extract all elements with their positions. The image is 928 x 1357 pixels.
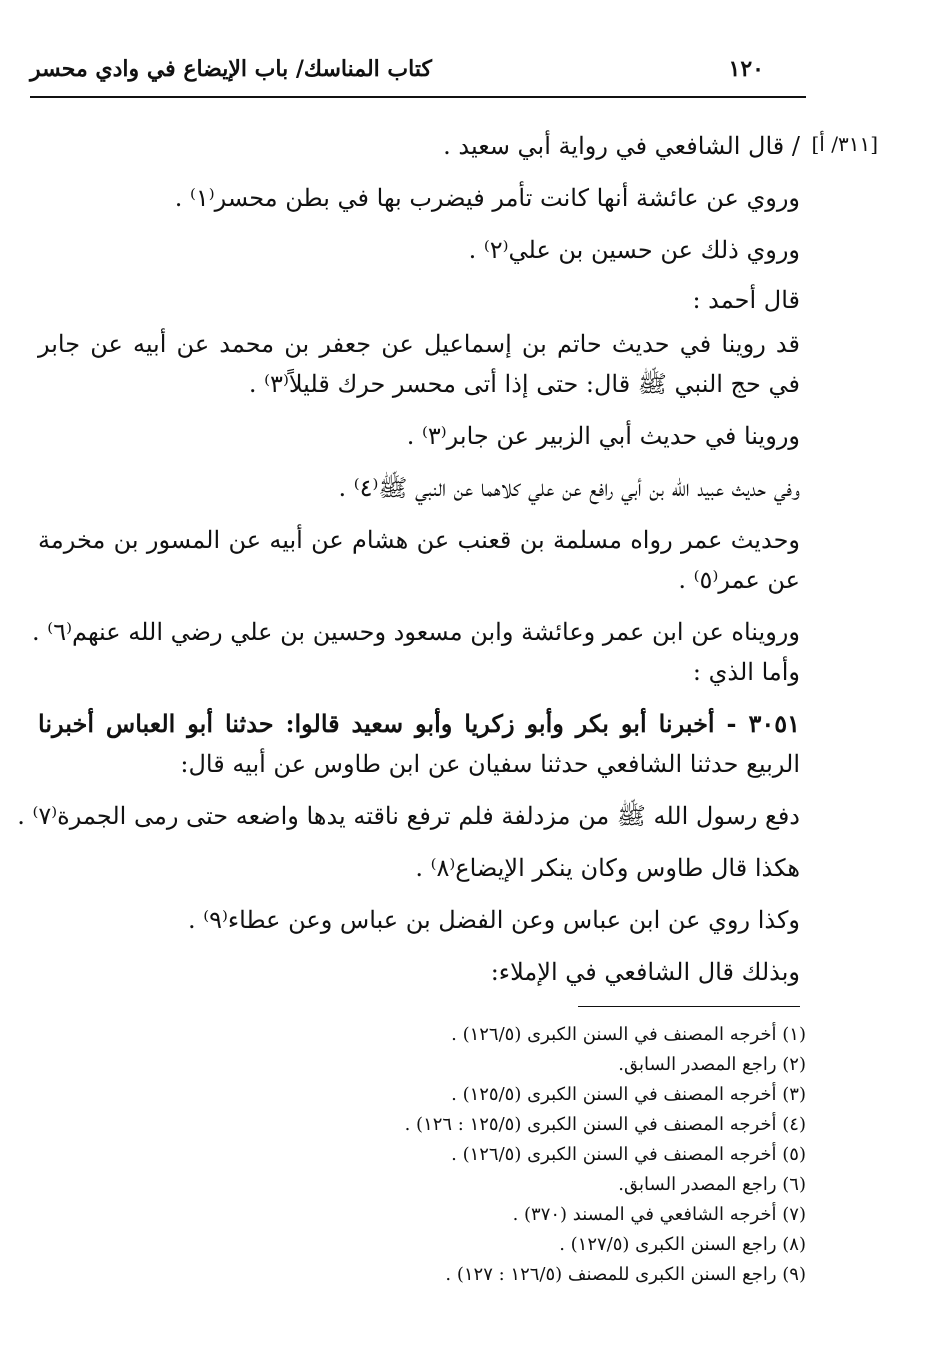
- text-line: وبذلك قال الشافعي في الإملاء:: [490, 958, 800, 986]
- text-line: عن عمر⁽٥⁾ .: [678, 566, 800, 594]
- footnote: (٣) أخرجه المصنف في السنن الكبرى (١٢٥/٥) .: [451, 1084, 806, 1105]
- text-line: ورويناه عن ابن عمر وعائشة وابن مسعود وحسين بن علي رضي الله عنهم⁽٦⁾ .: [32, 618, 800, 646]
- page-number: ١٢٠: [728, 56, 764, 82]
- footnote: (٢) راجع المصدر السابق.: [618, 1054, 806, 1075]
- footnote: (٩) راجع السنن الكبرى للمصنف (١٢٦/٥ : ١٢٧) .: [445, 1264, 806, 1285]
- hadith-number-line: ٣٠٥١ - أخبرنا أبو بكر وأبو زكريا وأبو سعيد قالوا: حدثنا أبو العباس أخبرنا: [38, 709, 800, 738]
- text-line: هكذا قال طاوس وكان ينكر الإيضاع⁽٨⁾ .: [415, 854, 800, 882]
- text-line: في حج النبي ﷺ قال: حتى إذا أتى محسر حرك قليلاً⁽٣⁾ .: [248, 370, 800, 398]
- text-line: / قال الشافعي في رواية أبي سعيد .: [443, 132, 800, 160]
- text-line: دفع رسول الله ﷺ من مزدلفة فلم ترفع ناقته يدها واضعه حتى رمى الجمرة⁽٧⁾ .: [17, 802, 800, 830]
- text-line: وروي عن عائشة أنها كانت تأمر فيضرب بها في بطن محسر⁽١⁾ .: [174, 184, 800, 212]
- text-line: وروي ذلك عن حسين بن علي⁽٢⁾ .: [468, 236, 800, 264]
- text-line: قد روينا في حديث حاتم بن إسماعيل عن جعفر بن محمد عن أبيه عن جابر: [38, 330, 800, 358]
- text-line: الربيع حدثنا الشافعي حدثنا سفيان عن ابن طاوس عن أبيه قال:: [180, 750, 800, 778]
- footnote: (٤) أخرجه المصنف في السنن الكبرى (١٢٥/٥ : ١٢٦) .: [404, 1114, 806, 1135]
- footnote: (١) أخرجه المصنف في السنن الكبرى (١٢٦/٥) .: [451, 1024, 806, 1045]
- footnote: (٨) راجع السنن الكبرى (١٢٧/٥) .: [559, 1234, 806, 1255]
- page-header: [30, 56, 806, 88]
- header-rule: [30, 96, 806, 98]
- text-line: وروينا في حديث أبي الزبير عن جابر⁽٣⁾ .: [406, 422, 800, 450]
- text-line: وفي حديث عبيد الله بن أبي رافع عن علي كلاهما عن النبي ﷺ⁽٤⁾ .: [338, 474, 800, 502]
- text-line: وأما الذي :: [692, 658, 800, 686]
- footnote-rule: [578, 1006, 800, 1007]
- footnote: (٥) أخرجه المصنف في السنن الكبرى (١٢٦/٥) .: [451, 1144, 806, 1165]
- footnote: (٦) راجع المصدر السابق.: [618, 1174, 806, 1195]
- text-line: وحديث عمر رواه مسلمة بن قعنب عن هشام عن أبيه عن المسور بن مخرمة: [38, 526, 800, 554]
- manuscript-folio-ref: [٣١١/ أ]: [811, 132, 878, 156]
- text-line: قال أحمد :: [692, 286, 800, 314]
- text-line: وكذا روي عن ابن عباس وعن الفضل بن عباس وعن عطاء⁽٩⁾ .: [187, 906, 800, 934]
- running-title: كتاب المناسك/ باب الإيضاع في وادي محسر: [30, 56, 432, 82]
- footnote: (٧) أخرجه الشافعي في المسند (٣٧٠) .: [512, 1204, 806, 1225]
